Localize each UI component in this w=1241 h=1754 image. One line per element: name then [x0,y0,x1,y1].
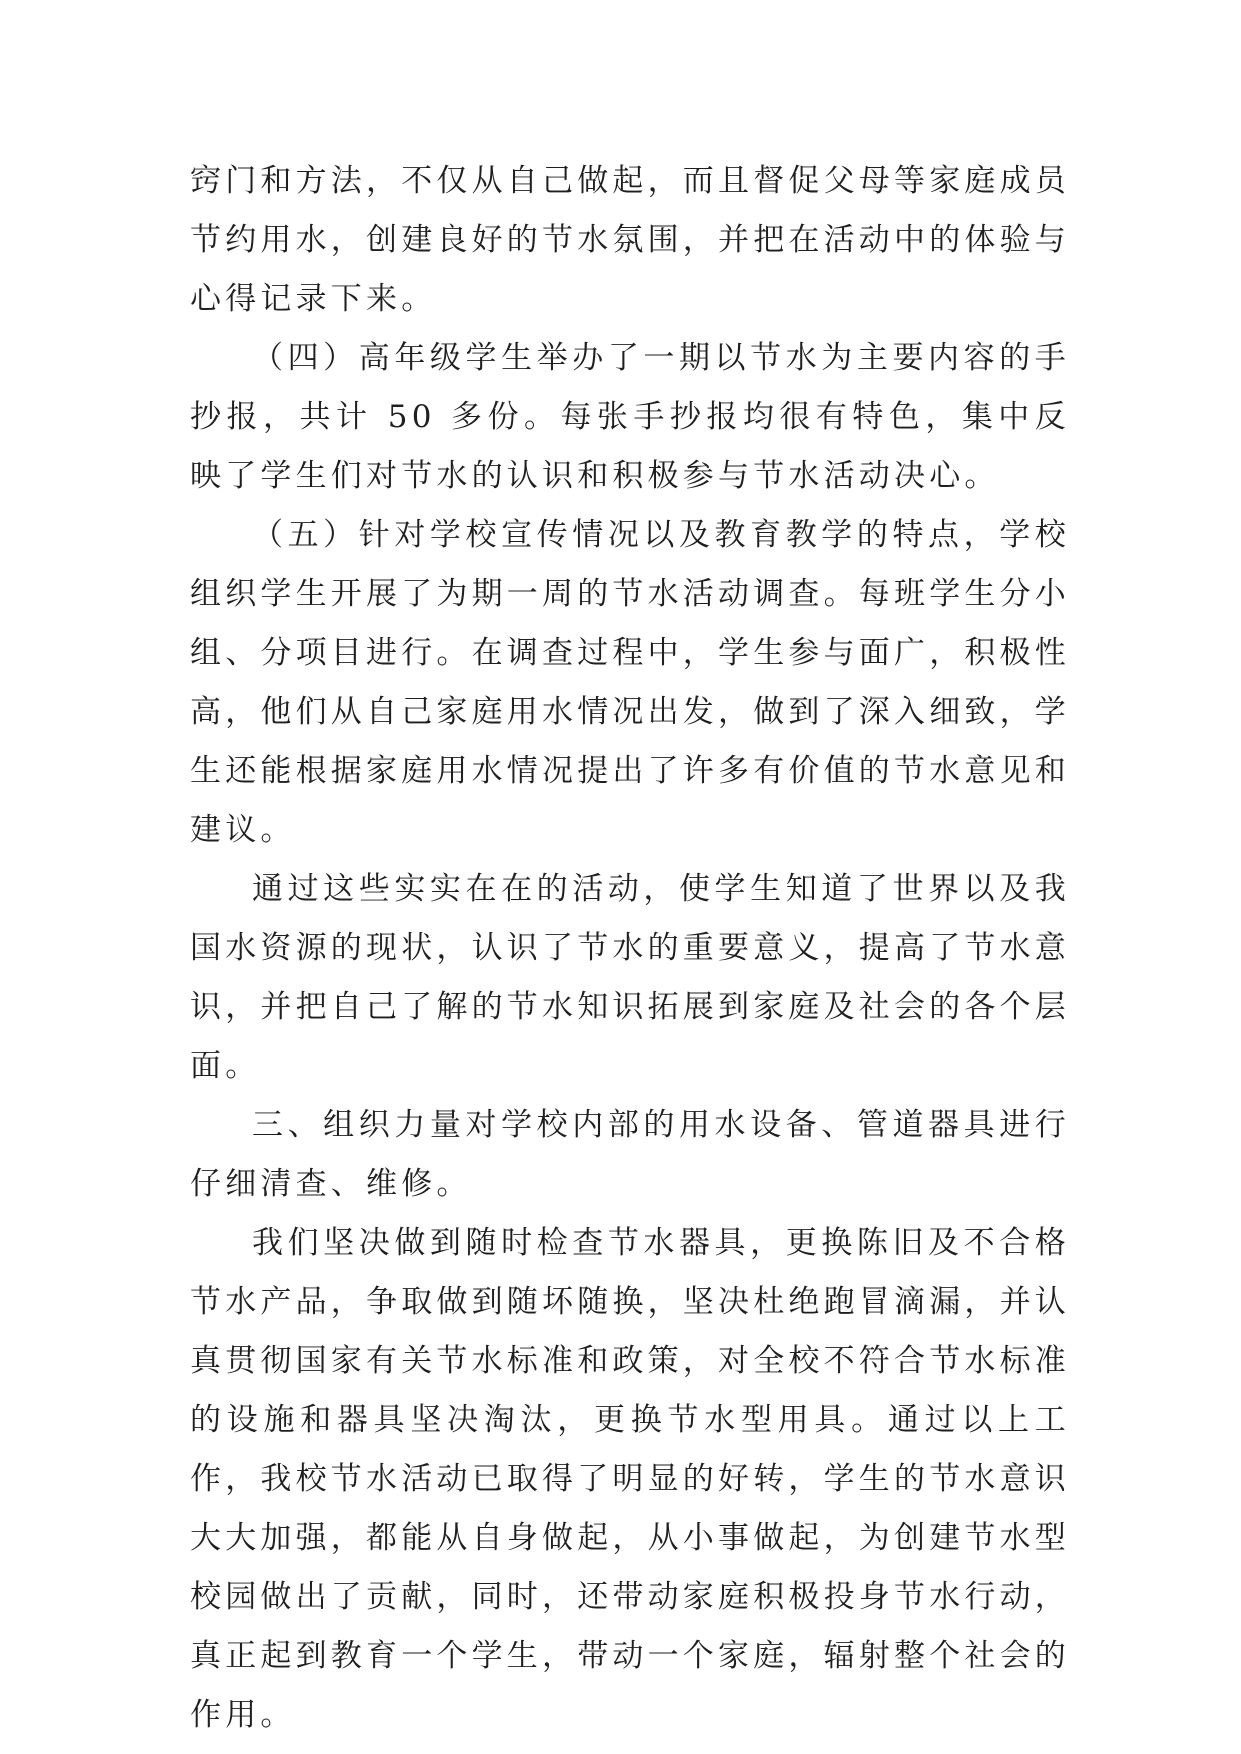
paragraph-item-four: （四）高年级学生举办了一期以节水为主要内容的手抄报，共计 50 多份。每张手抄报均很有特色，集中反映了学生们对节水的认识和积极参与节水活动决心。 [190,340,1070,494]
paragraph-summary: 通过这些实实在在的活动，使学生知道了世界以及我国水资源的现状，认识了节水的重要意义，提高了节水意识，并把自己了解的节水知识拓展到家庭及社会的各个层面。 [190,871,1070,1084]
paragraph-item-five: （五）针对学校宣传情况以及教育教学的特点，学校组织学生开展了为期一周的节水活动调查。每班学生分小组、分项目进行。在调查过程中，学生参与面广，积极性高，他们从自己家庭用水情况出发，做到了深入细致，学生还能根据家庭用水情况提出了许多有价值的节水意见和建议。 [190,517,1070,848]
document-body [190,152,1070,1745]
paragraph-continued: 窍门和方法，不仅从自己做起，而且督促父母等家庭成员节约用水，创建良好的节水氛围，并把在活动中的体验与心得记录下来。 [190,163,1070,317]
section-heading-three: 三、组织力量对学校内部的用水设备、管道器具进行仔细清查、维修。 [190,1107,1070,1202]
paragraph-conclusion: 我们坚决做到随时检查节水器具，更换陈旧及不合格节水产品，争取做到随坏随换，坚决杜绝跑冒滴漏，并认真贯彻国家有关节水标准和政策，对全校不符合节水标准的设施和器具坚决淘汰，更换节水型用具。通过以上工作，我校节水活动已取得了明显的好转，学生的节水意识大大加强，都能从自身做起，从小事做起，为创建节水型校园做出了贡献，同时，还带动家庭积极投身节水行动，真正起到教育一个学生，带动一个家庭，辐射整个社会的作用。 [190,1225,1070,1733]
